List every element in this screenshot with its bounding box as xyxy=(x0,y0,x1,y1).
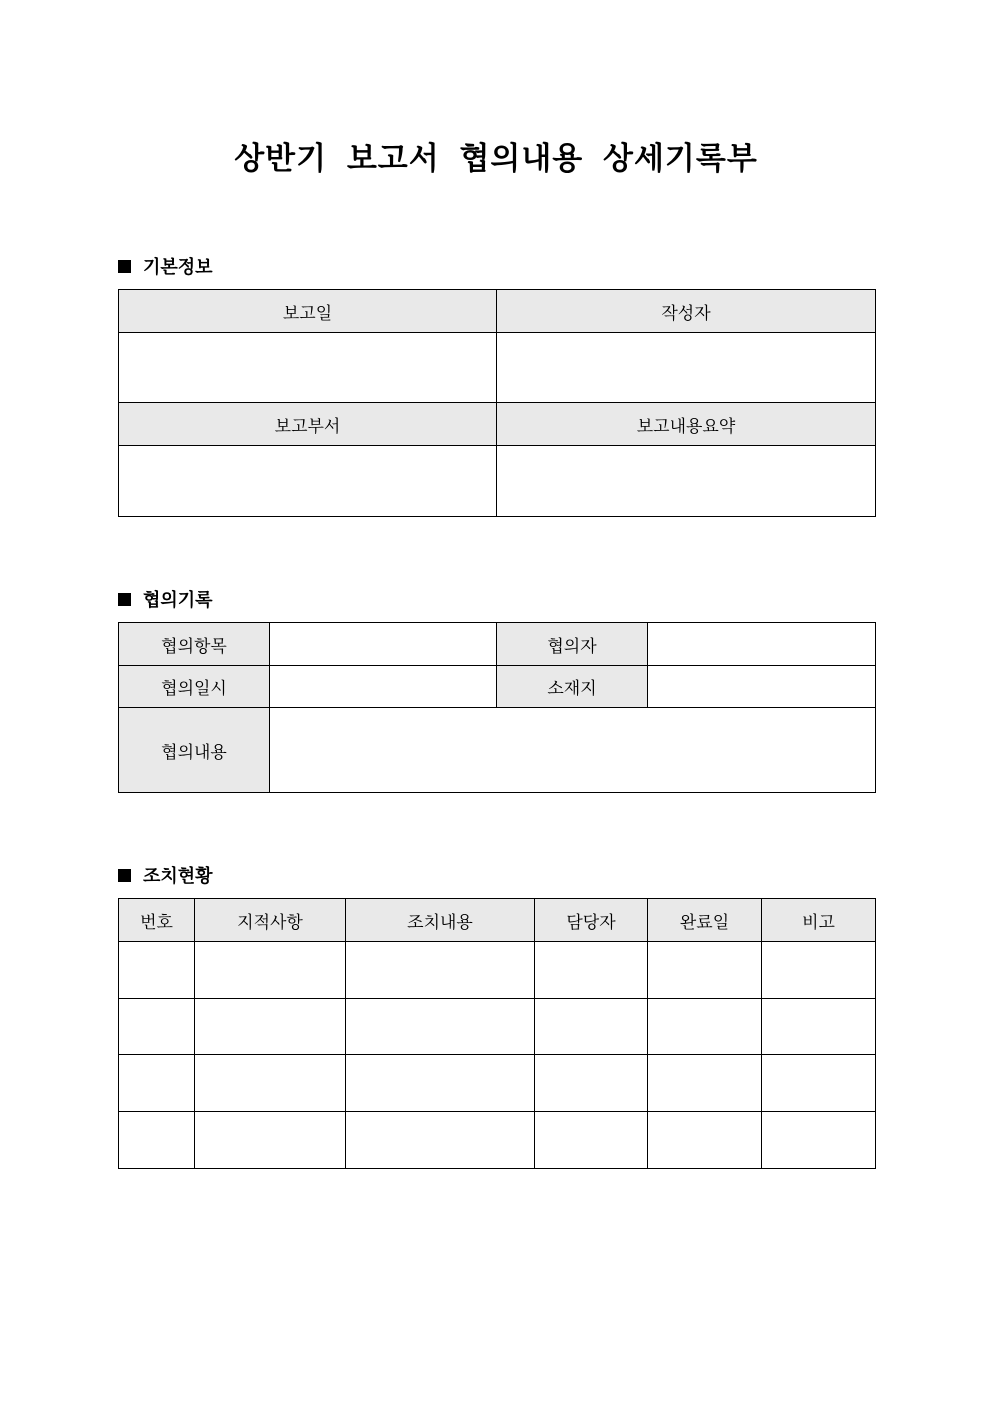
cell-number[interactable] xyxy=(119,999,195,1055)
consult-datetime-field[interactable] xyxy=(270,666,497,708)
consult-content-field[interactable] xyxy=(270,708,876,793)
section-basic-info-heading xyxy=(118,253,213,279)
cell-completion-date[interactable] xyxy=(648,1055,762,1112)
cell-issue[interactable] xyxy=(195,999,346,1055)
cell-action[interactable] xyxy=(346,999,535,1055)
cell-remarks[interactable] xyxy=(762,999,876,1055)
section-actions-heading xyxy=(118,862,213,888)
cell-remarks[interactable] xyxy=(762,1055,876,1112)
consult-item-field[interactable] xyxy=(270,623,497,666)
consult-datetime-label: 협의일시 xyxy=(119,666,270,708)
cell-remarks[interactable] xyxy=(762,942,876,999)
cell-manager[interactable] xyxy=(535,1055,648,1112)
section-actions-label: 조치현황 xyxy=(143,866,213,887)
cell-number[interactable] xyxy=(119,1055,195,1112)
summary-label: 보고내용요약 xyxy=(497,403,876,446)
cell-completion-date[interactable] xyxy=(648,1112,762,1169)
cell-number[interactable] xyxy=(119,1112,195,1169)
report-dept-field[interactable] xyxy=(119,446,497,517)
summary-field[interactable] xyxy=(497,446,876,517)
author-field[interactable] xyxy=(497,333,876,403)
cell-action[interactable] xyxy=(346,942,535,999)
cell-manager[interactable] xyxy=(535,999,648,1055)
consult-content-label: 협의내용 xyxy=(119,708,270,793)
black-square-icon xyxy=(118,869,131,882)
cell-action[interactable] xyxy=(346,1055,535,1112)
basic-info-table xyxy=(118,289,876,517)
cell-completion-date[interactable] xyxy=(648,999,762,1055)
cell-issue[interactable] xyxy=(195,1112,346,1169)
cell-completion-date[interactable] xyxy=(648,942,762,999)
document-title: 상반기 보고서 협의내용 상세기록부 xyxy=(234,141,758,177)
table-row xyxy=(119,1112,876,1169)
consult-item-label: 협의항목 xyxy=(119,623,270,666)
col-header-issue: 지적사항 xyxy=(195,899,346,942)
author-label: 작성자 xyxy=(497,290,876,333)
col-header-completion-date: 완료일 xyxy=(648,899,762,942)
col-header-number: 번호 xyxy=(119,899,195,942)
consult-party-field[interactable] xyxy=(648,623,876,666)
table-row xyxy=(119,999,876,1055)
cell-manager[interactable] xyxy=(535,1112,648,1169)
cell-issue[interactable] xyxy=(195,942,346,999)
col-header-manager: 담당자 xyxy=(535,899,648,942)
report-date-label: 보고일 xyxy=(119,290,497,333)
consultation-table xyxy=(118,622,876,793)
black-square-icon xyxy=(118,260,131,273)
consult-location-label: 소재지 xyxy=(497,666,648,708)
section-consultation-heading xyxy=(118,586,213,612)
col-header-action: 조치내용 xyxy=(346,899,535,942)
black-square-icon xyxy=(118,593,131,606)
section-basic-info-label: 기본정보 xyxy=(143,257,213,278)
consult-party-label: 협의자 xyxy=(497,623,648,666)
table-row xyxy=(119,1055,876,1112)
actions-table xyxy=(118,898,876,1169)
report-date-field[interactable] xyxy=(119,333,497,403)
cell-action[interactable] xyxy=(346,1112,535,1169)
report-dept-label: 보고부서 xyxy=(119,403,497,446)
consult-location-field[interactable] xyxy=(648,666,876,708)
section-consultation-label: 협의기록 xyxy=(143,590,213,611)
cell-number[interactable] xyxy=(119,942,195,999)
cell-issue[interactable] xyxy=(195,1055,346,1112)
cell-remarks[interactable] xyxy=(762,1112,876,1169)
cell-manager[interactable] xyxy=(535,942,648,999)
table-row xyxy=(119,942,876,999)
col-header-remarks: 비고 xyxy=(762,899,876,942)
